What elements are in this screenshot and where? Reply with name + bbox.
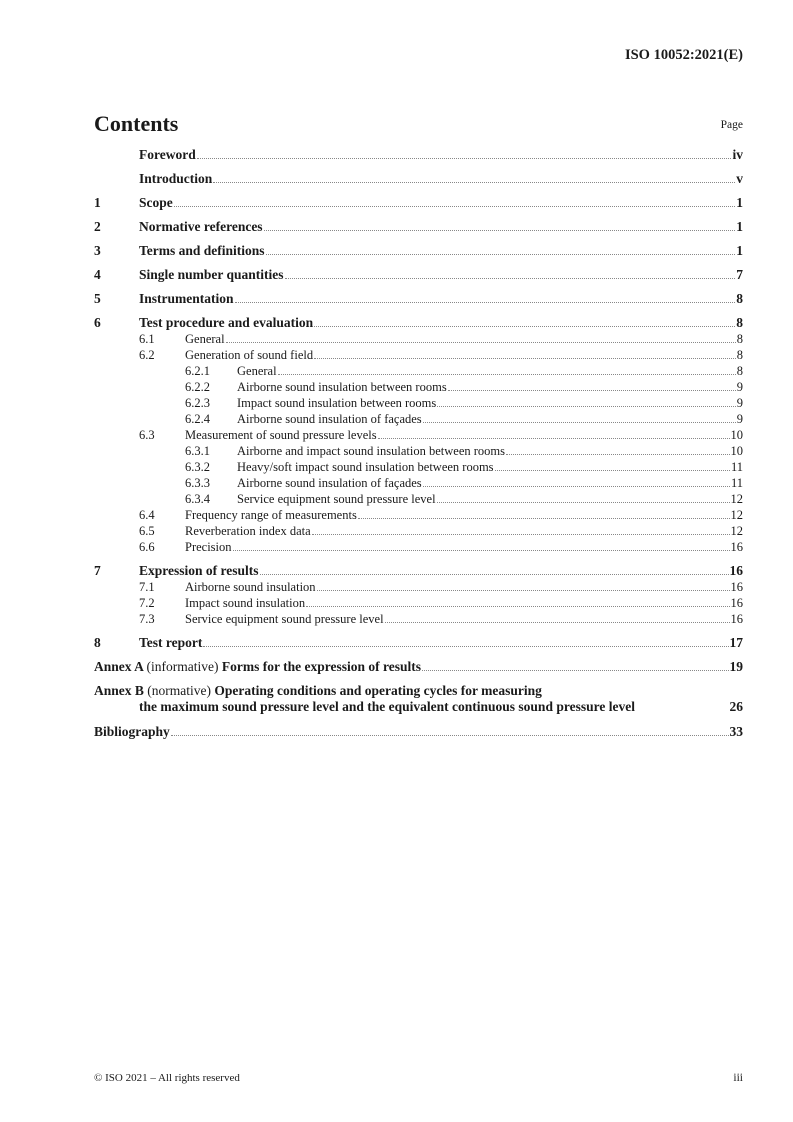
toc-entry-page: 12 (730, 492, 743, 506)
toc-entry[interactable] (94, 315, 743, 331)
toc-entry-number: 5 (94, 291, 101, 306)
dot-leader (285, 277, 736, 279)
dot-leader (226, 341, 736, 343)
dot-leader (171, 734, 729, 736)
toc-entry-title: Terms and definitions (139, 243, 265, 258)
toc-entry[interactable] (94, 611, 743, 627)
toc-entry-title: Introduction (139, 171, 213, 186)
toc-entry-page: 11 (730, 476, 743, 490)
toc-entry-number: 7.2 (139, 596, 155, 610)
toc-entry[interactable] (94, 395, 743, 411)
toc-entry-page: 26 (729, 699, 743, 714)
toc-entry-number: 6.4 (139, 508, 155, 522)
toc-entry-page: 1 (736, 195, 743, 210)
toc-entry-number: 4 (94, 267, 101, 282)
dot-leader (314, 325, 735, 327)
toc-entry-title: Airborne and impact sound insulation between rooms (237, 444, 505, 458)
dot-leader (235, 301, 736, 303)
dot-leader (213, 181, 735, 183)
toc-entry[interactable] (94, 427, 743, 443)
dot-leader (448, 389, 736, 391)
toc-entry-number: 6.3.1 (185, 444, 210, 458)
toc-entry-page: 10 (730, 444, 743, 458)
toc-entry-number: 6.1 (139, 332, 155, 346)
toc-entry-number: 3 (94, 243, 101, 258)
toc-entry-number: 7.1 (139, 580, 155, 594)
annex-title-line (94, 659, 421, 675)
dot-leader (197, 157, 732, 159)
toc-entry-page: 9 (736, 380, 743, 394)
toc-entry-number: 6.3.2 (185, 460, 210, 474)
dot-leader (264, 229, 736, 231)
dot-leader (306, 605, 729, 607)
table-of-contents (94, 147, 743, 740)
toc-entry-number: 6.3 (139, 428, 155, 442)
toc-entry-page: 17 (729, 635, 743, 650)
toc-entry[interactable] (94, 491, 743, 507)
annex-title: Operating conditions and operating cycles for measuring (214, 683, 542, 698)
toc-entry-title: Airborne sound insulation of façades (237, 476, 422, 490)
toc-bibliography-entry[interactable] (94, 724, 743, 740)
toc-entry-page: 1 (736, 243, 743, 258)
toc-entry[interactable] (94, 347, 743, 363)
toc-entry-page: 12 (730, 524, 743, 538)
toc-entry-title: Impact sound insulation (185, 596, 306, 610)
dot-leader (233, 549, 730, 551)
dot-leader (422, 669, 729, 671)
toc-entry-number: 8 (94, 635, 101, 650)
toc-entry-page: 9 (736, 396, 743, 410)
toc-entry-number: 6.3.4 (185, 492, 210, 506)
toc-entry-page: 8 (736, 332, 743, 346)
toc-entry-page: 19 (729, 659, 743, 674)
toc-entry-number: 7.3 (139, 612, 155, 626)
toc-entry-title: Airborne sound insulation (185, 580, 316, 594)
toc-entry[interactable] (94, 363, 743, 379)
toc-entry-title: Bibliography (94, 724, 170, 739)
toc-entry[interactable] (94, 243, 743, 259)
toc-entry[interactable] (94, 267, 743, 283)
toc-entry-title: General (237, 364, 277, 378)
toc-annex-entry[interactable] (94, 683, 743, 699)
toc-entry-title: Reverberation index data (185, 524, 311, 538)
annex-kind: (normative) (147, 683, 211, 698)
toc-entry-title: Impact sound insulation between rooms (237, 396, 437, 410)
dot-leader (506, 453, 730, 455)
toc-entry-page: 16 (730, 540, 743, 554)
dot-leader (437, 405, 735, 407)
toc-entry-page: 8 (736, 291, 743, 306)
toc-entry-title: Instrumentation (139, 291, 234, 306)
toc-entry[interactable] (94, 411, 743, 427)
toc-entry[interactable] (94, 171, 743, 187)
toc-entry-title: Foreword (139, 147, 196, 162)
dot-leader (423, 485, 730, 487)
dot-leader (385, 621, 730, 623)
toc-entry[interactable] (94, 291, 743, 307)
annex-label: Annex B (94, 683, 144, 698)
toc-entry[interactable] (94, 507, 743, 523)
toc-entry-title: Service equipment sound pressure level (185, 612, 384, 626)
toc-entry[interactable] (94, 475, 743, 491)
dot-leader (312, 533, 730, 535)
toc-entry-page: 10 (730, 428, 743, 442)
dot-leader (378, 437, 730, 439)
annex-title-line (94, 683, 542, 699)
page-number: iii (733, 1072, 743, 1084)
dot-leader (423, 421, 736, 423)
toc-entry-page: 8 (736, 348, 743, 362)
toc-entry-number: 6.3.3 (185, 476, 210, 490)
toc-entry[interactable] (94, 459, 743, 475)
toc-entry[interactable] (94, 635, 743, 651)
toc-entry[interactable] (94, 563, 743, 579)
toc-entry-title: General (185, 332, 225, 346)
toc-entry-title: Test report (139, 635, 203, 650)
toc-entry-page: 8 (736, 364, 743, 378)
dot-leader (358, 517, 730, 519)
toc-entry[interactable] (94, 219, 743, 235)
toc-annex-entry[interactable] (94, 659, 743, 675)
toc-entry-page: 7 (736, 267, 743, 282)
dot-leader (174, 205, 736, 207)
toc-annex-entry-continued[interactable] (94, 699, 743, 715)
toc-entry-number: 6 (94, 315, 101, 330)
document-id-header: ISO 10052:2021(E) (624, 47, 743, 63)
page-column-label: Page (720, 119, 743, 131)
toc-entry-number: 2 (94, 219, 101, 234)
toc-entry-number: 7 (94, 563, 101, 578)
annex-title-continued: the maximum sound pressure level and the equivalent continuous sound pressure level (139, 699, 635, 714)
toc-entry-title: Measurement of sound pressure levels (185, 428, 377, 442)
toc-entry-number: 6.2.2 (185, 380, 210, 394)
toc-entry-title: Test procedure and evaluation (139, 315, 314, 330)
dot-leader (260, 573, 729, 575)
toc-entry[interactable] (94, 331, 743, 347)
toc-entry-page: 16 (729, 563, 743, 578)
dot-leader (266, 253, 736, 255)
dot-leader (278, 373, 736, 375)
toc-entry-page: 8 (736, 315, 743, 330)
dot-leader (495, 469, 730, 471)
toc-entry[interactable] (94, 379, 743, 395)
toc-entry-title: Airborne sound insulation between rooms (237, 380, 447, 394)
toc-entry[interactable] (94, 595, 743, 611)
spacer (543, 694, 742, 695)
toc-entry-title: Precision (185, 540, 232, 554)
toc-entry-number: 6.2.3 (185, 396, 210, 410)
toc-entry-title: Frequency range of measurements (185, 508, 357, 522)
toc-entry-title: Single number quantities (139, 267, 284, 282)
toc-entry[interactable] (94, 195, 743, 211)
toc-entry-page: iv (732, 147, 743, 162)
annex-kind: (informative) (146, 659, 219, 674)
toc-entry-title: Scope (139, 195, 173, 210)
annex-label: Annex A (94, 659, 144, 674)
dot-leader (203, 645, 728, 647)
toc-entry-page: 9 (736, 412, 743, 426)
toc-entry-title: Airborne sound insulation of façades (237, 412, 422, 426)
page-title: Contents (94, 111, 179, 136)
toc-entry-title: Heavy/soft impact sound insulation between rooms (237, 460, 494, 474)
toc-entry-number: 6.6 (139, 540, 155, 554)
toc-entry-number: 6.2 (139, 348, 155, 362)
toc-entry[interactable] (94, 579, 743, 595)
copyright-footer: © ISO 2021 – All rights reserved (94, 1072, 240, 1084)
toc-entry-title: Normative references (139, 219, 263, 234)
toc-entry[interactable] (94, 443, 743, 459)
toc-entry-number: 6.5 (139, 524, 155, 538)
annex-title: Forms for the expression of results (221, 659, 421, 674)
toc-entry-title: Service equipment sound pressure level (237, 492, 436, 506)
toc-entry-number: 6.2.4 (185, 412, 210, 426)
dot-leader (314, 357, 736, 359)
toc-entry-page: 16 (730, 612, 743, 626)
toc-entry-title: Expression of results (139, 563, 259, 578)
toc-entry[interactable] (94, 147, 743, 163)
dot-leader (636, 710, 729, 711)
toc-entry-number: 6.2.1 (185, 364, 210, 378)
toc-entry-page: 16 (730, 580, 743, 594)
toc-entry[interactable] (94, 539, 743, 555)
toc-entry-page: v (736, 171, 743, 186)
toc-entry-title: Generation of sound field (185, 348, 314, 362)
toc-entry-page: 16 (730, 596, 743, 610)
toc-entry-page: 11 (730, 460, 743, 474)
toc-entry-number: 1 (94, 195, 101, 210)
toc-entry[interactable] (94, 523, 743, 539)
toc-entry-page: 33 (729, 724, 743, 739)
toc-entry-page: 12 (730, 508, 743, 522)
dot-leader (317, 589, 730, 591)
toc-entry-page: 1 (736, 219, 743, 234)
dot-leader (437, 501, 730, 503)
